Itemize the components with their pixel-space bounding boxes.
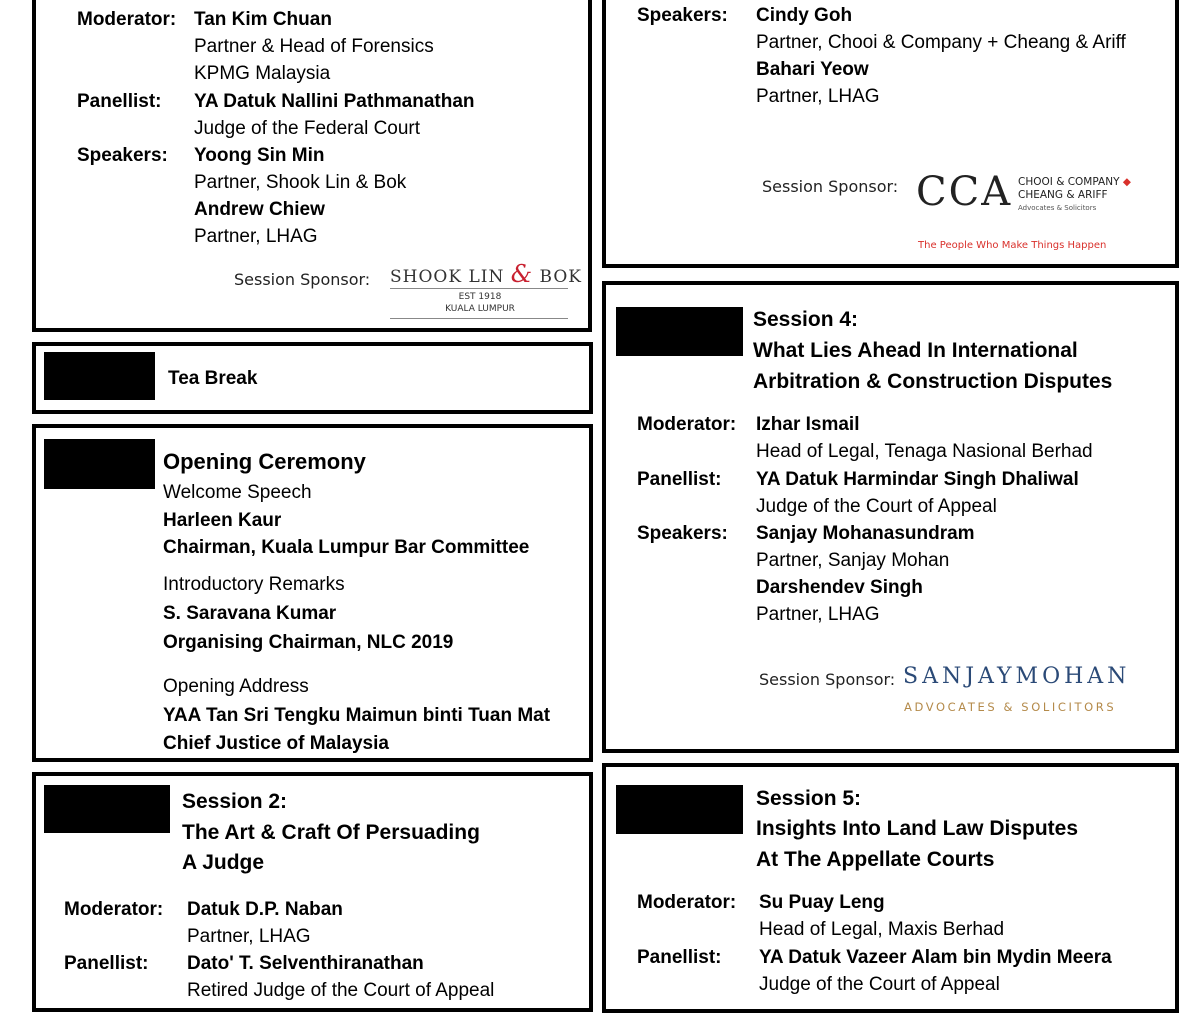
session-1-moderator-org: KPMG Malaysia: [194, 63, 331, 84]
redacted-time-block: [44, 439, 155, 489]
session-1-panellist-label: Panellist:: [77, 91, 162, 112]
sanjay-mohan-logo: [900, 664, 1154, 718]
redacted-time-block: [44, 785, 170, 833]
session-1-panellist-name: YA Datuk Nallini Pathmanathan: [194, 91, 475, 112]
cca-line-2: CHEANG & ARIFF: [1018, 189, 1108, 201]
opening-address-name: YAA Tan Sri Tengku Maimun binti Tuan Mat: [163, 705, 551, 726]
session-5-title-line-2: At The Appellate Courts: [756, 848, 995, 871]
shook-lin-logo-text: SHOOK LIN: [390, 267, 505, 287]
session-4-speaker-2-name: Darshendev Singh: [756, 577, 923, 598]
cca-logo-mark: CCA: [916, 169, 1013, 215]
opening-ceremony-title: Opening Ceremony: [163, 449, 366, 474]
session-2-panellist-role: Retired Judge of the Court of Appeal: [187, 980, 495, 1001]
session-4-speakers-label: Speakers:: [637, 523, 728, 544]
session-5-moderator-name: Su Puay Leng: [759, 892, 885, 913]
session-3-speaker-2-role: Partner, LHAG: [756, 86, 880, 107]
session-5-moderator-role: Head of Legal, Maxis Berhad: [759, 919, 1005, 940]
cca-line-3: Advocates & Solicitors: [1018, 204, 1097, 212]
bok-logo-text: BOK: [539, 267, 582, 287]
session-1-speaker-2-name: Andrew Chiew: [194, 199, 325, 220]
introductory-remarks-label: Introductory Remarks: [163, 574, 345, 595]
session-5-panellist-label: Panellist:: [637, 947, 722, 968]
session-2-title-line-1: The Art & Craft Of Persuading: [182, 821, 480, 844]
intro-speaker-role: Organising Chairman, NLC 2019: [163, 632, 454, 653]
session-4-panellist-role: Judge of the Court of Appeal: [756, 496, 997, 517]
session-3-speaker-1-role: Partner, Chooi & Company + Cheang & Ariff: [756, 32, 1126, 53]
cca-red-mark: ◆: [1119, 176, 1131, 188]
welcome-speech-label: Welcome Speech: [163, 482, 312, 503]
sanjay-mohan-wordmark: SANJAYMOHAN: [903, 664, 1131, 689]
session-5-title-line-1: Insights Into Land Law Disputes: [756, 817, 1079, 840]
shook-lin-city: KUALA LUMPUR: [445, 304, 515, 314]
session-1-speaker-2-role: Partner, LHAG: [194, 226, 318, 247]
welcome-speaker-role: Chairman, Kuala Lumpur Bar Committee: [163, 537, 530, 558]
redacted-time-block: [44, 352, 155, 400]
session-3-speaker-2-name: Bahari Yeow: [756, 59, 869, 80]
opening-address-role: Chief Justice of Malaysia: [163, 733, 389, 754]
redacted-time-block: [616, 307, 743, 356]
session-1-moderator-name: Tan Kim Chuan: [194, 9, 332, 30]
session-4-speaker-1-role: Partner, Sanjay Mohan: [756, 550, 950, 571]
session-2-moderator-name: Datuk D.P. Naban: [187, 899, 343, 920]
sanjay-mohan-subtitle: ADVOCATES & SOLICITORS: [904, 700, 1117, 714]
session-2-panellist-name: Dato' T. Selventhiranathan: [187, 953, 424, 974]
session-2-panellist-label: Panellist:: [64, 953, 149, 974]
session-5-panellist-name: YA Datuk Vazeer Alam bin Mydin Meera: [759, 947, 1112, 968]
session-1-sponsor-label: Session Sponsor:: [234, 270, 371, 289]
session-2-heading: Session 2:: [182, 790, 288, 813]
session-5-moderator-label: Moderator:: [637, 892, 737, 913]
session-1-speaker-1-name: Yoong Sin Min: [194, 145, 325, 166]
session-4-title-line-1: What Lies Ahead In International: [753, 339, 1078, 362]
tea-break-label: Tea Break: [168, 368, 258, 389]
session-4-moderator-name: Izhar Ismail: [756, 414, 860, 435]
session-1-panellist-role: Judge of the Federal Court: [194, 118, 421, 139]
redacted-time-block: [616, 785, 743, 834]
intro-speaker-name: S. Saravana Kumar: [163, 603, 337, 624]
shook-lin-bok-logo: [388, 258, 582, 322]
welcome-speaker-name: Harleen Kaur: [163, 510, 282, 531]
session-1-speaker-1-role: Partner, Shook Lin & Bok: [194, 172, 407, 193]
session-2-title-line-2: A Judge: [182, 851, 265, 874]
session-4-sponsor-label: Session Sponsor:: [759, 670, 896, 689]
opening-address-label: Opening Address: [163, 676, 309, 697]
session-1-speakers-label: Speakers:: [77, 145, 168, 166]
ampersand-logo-mark: &: [510, 260, 534, 288]
session-4-title-line-2: Arbitration & Construction Disputes: [753, 370, 1113, 393]
logo-rule-top: [390, 288, 568, 289]
session-1-moderator-label: Moderator:: [77, 9, 177, 30]
session-4-panellist-name: YA Datuk Harmindar Singh Dhaliwal: [756, 469, 1079, 490]
shook-lin-est: EST 1918: [458, 292, 502, 302]
session-4-moderator-label: Moderator:: [637, 414, 737, 435]
cca-logo: [914, 168, 1154, 256]
session-5-heading: Session 5:: [756, 787, 862, 810]
session-4-panellist-label: Panellist:: [637, 469, 722, 490]
session-3-speaker-1-name: Cindy Goh: [756, 5, 853, 26]
cca-tagline: The People Who Make Things Happen: [918, 240, 1107, 251]
session-4-moderator-role: Head of Legal, Tenaga Nasional Berhad: [756, 441, 1093, 462]
cca-line-1: CHOOI & COMPANY: [1018, 176, 1120, 188]
session-4-heading: Session 4:: [753, 308, 859, 331]
session-4-speaker-2-role: Partner, LHAG: [756, 604, 880, 625]
session-1-moderator-role: Partner & Head of Forensics: [194, 36, 434, 57]
session-3-speakers-label: Speakers:: [637, 5, 728, 26]
session-5-panellist-role: Judge of the Court of Appeal: [759, 974, 1000, 995]
session-4-speaker-1-name: Sanjay Mohanasundram: [756, 523, 975, 544]
session-3-sponsor-label: Session Sponsor:: [762, 177, 899, 196]
session-2-moderator-role: Partner, LHAG: [187, 926, 311, 947]
session-2-moderator-label: Moderator:: [64, 899, 164, 920]
logo-rule-bottom: [390, 318, 568, 319]
